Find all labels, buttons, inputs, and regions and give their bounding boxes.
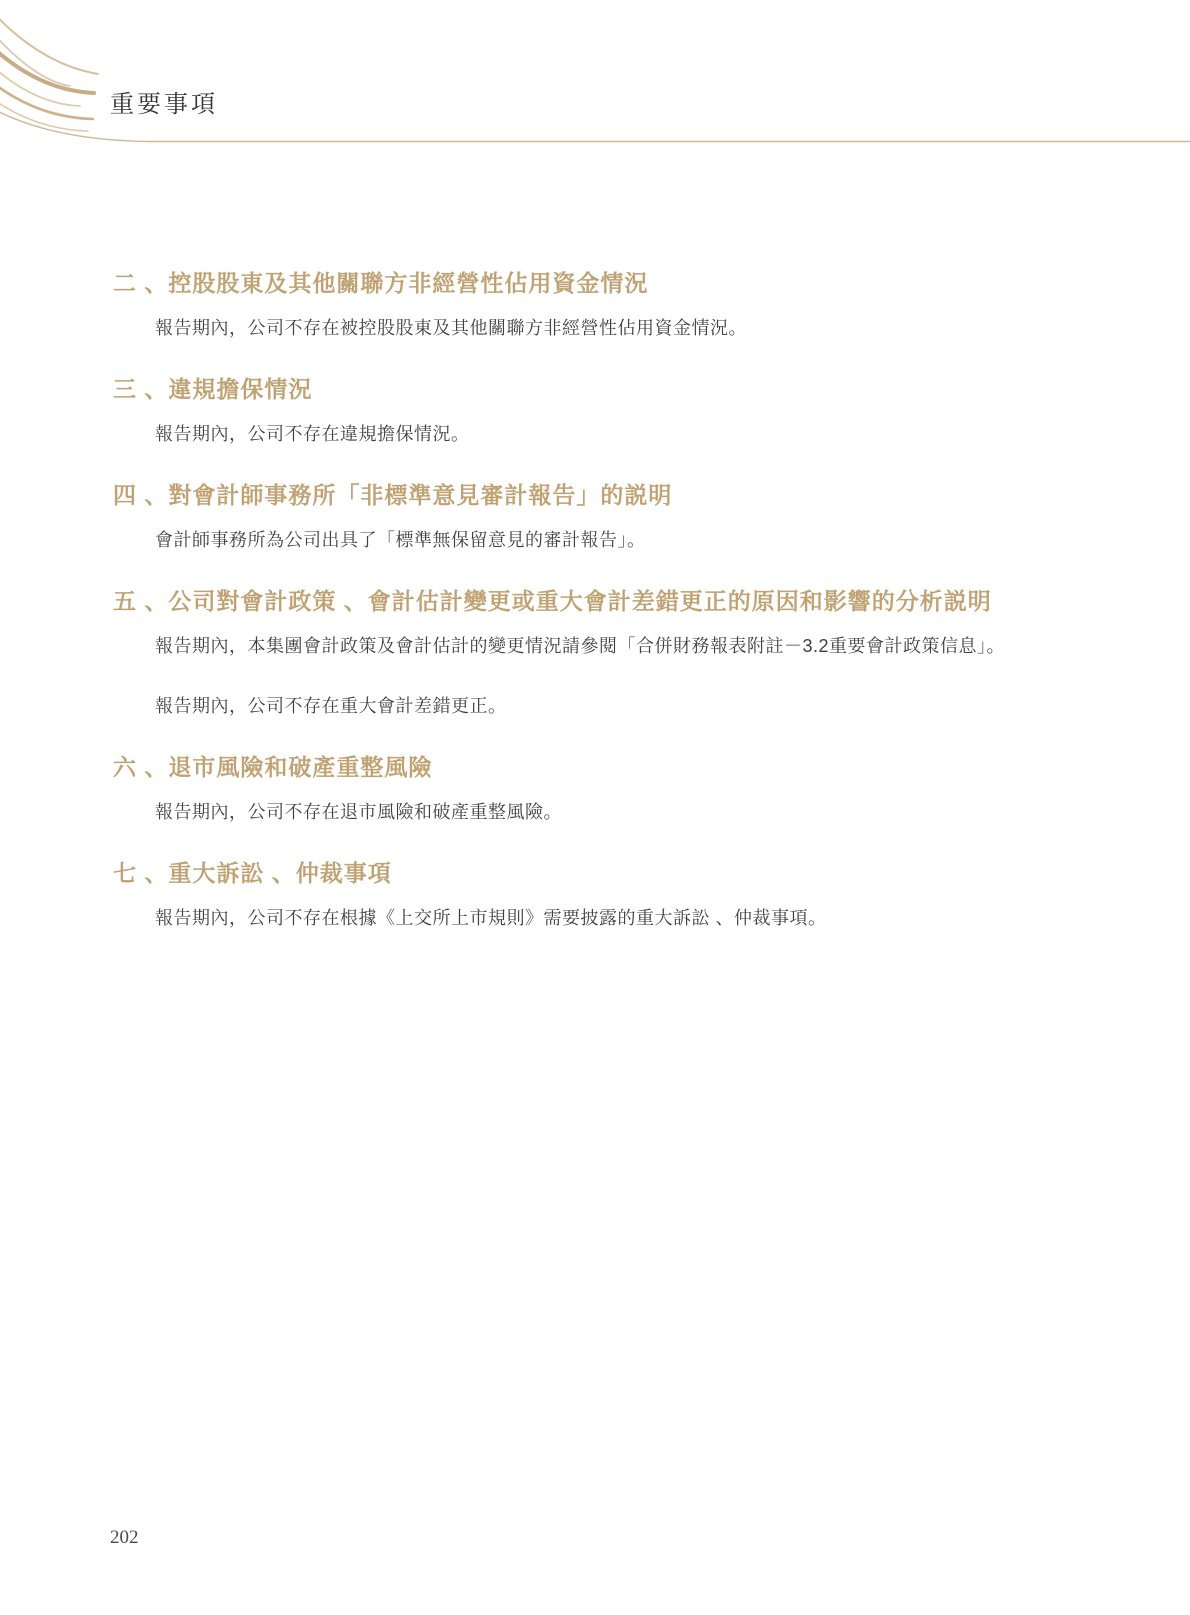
swoosh-arc (0, 0, 70, 86)
section-heading: 五 、公司對會計政策 、會計估計變更或重大會計差錯更正的原因和影響的分析説明 (113, 588, 992, 614)
page-title: 重要事項 (110, 92, 218, 118)
section-7 (113, 859, 1110, 931)
section-paragraph: 報告期內，公司不存在根據《上交所上市規則》需要披露的重大訴訟 、仲裁事項。 (155, 908, 827, 928)
page-number: 202 (110, 1527, 139, 1548)
section-paragraph: 報告期內，本集團會計政策及會計估計的變更情況請參閱「合併財務報表附註－3.2重要會計政策信息」。 (155, 636, 1006, 656)
section-paragraph: 報告期內，公司不存在退市風險和破產重整風險。 (155, 802, 562, 822)
document-content (113, 269, 1110, 965)
section-paragraph: 報告期內，公司不存在被控股股東及其他關聯方非經營性佔用資金情況。 (155, 318, 747, 338)
section-paragraph: 報告期內，公司不存在違規擔保情況。 (155, 424, 470, 444)
section-6 (113, 753, 1110, 825)
corner-swoosh-decoration (0, 0, 1190, 170)
section-3 (113, 375, 1110, 447)
section-heading: 三 、違規擔保情況 (113, 376, 313, 402)
section-5 (113, 587, 1110, 719)
section-heading: 四 、對會計師事務所「非標準意見審計報告」的説明 (113, 482, 673, 508)
section-2 (113, 269, 1110, 341)
section-heading: 二 、控股股東及其他關聯方非經營性佔用資金情況 (113, 270, 649, 296)
page-header (0, 0, 1190, 170)
section-heading: 六 、退市風險和破產重整風險 (113, 754, 433, 780)
section-heading: 七 、重大訴訟 、仲裁事項 (113, 860, 392, 886)
section-paragraph: 報告期內，公司不存在重大會計差錯更正。 (155, 696, 507, 716)
section-paragraph: 會計師事務所為公司出具了「標準無保留意見的審計報告」。 (155, 530, 646, 550)
section-4 (113, 481, 1110, 553)
